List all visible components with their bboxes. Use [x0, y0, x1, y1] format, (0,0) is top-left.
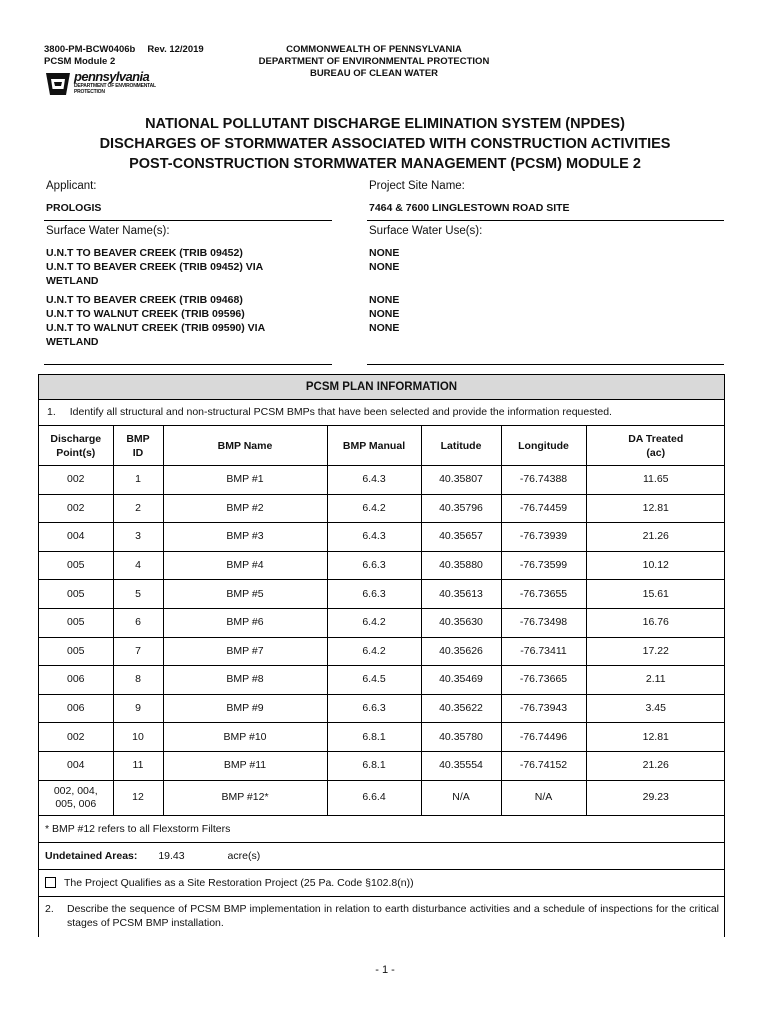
keystone-icon [44, 70, 72, 98]
site-name-underline [367, 220, 724, 221]
surface-use-item: NONE [369, 247, 400, 259]
latitude-cell[interactable]: 40.35630 [421, 608, 501, 637]
bmp-name-cell[interactable]: BMP #7 [163, 637, 327, 666]
document-title [0, 114, 770, 174]
surface-water-item: U.N.T TO BEAVER CREEK (TRIB 09452) VIA [46, 261, 264, 273]
bmp-name-cell[interactable]: BMP #11 [163, 751, 327, 780]
surface-water-item: U.N.T TO WALNUT CREEK (TRIB 09590) VIA [46, 322, 266, 334]
table-row [39, 637, 725, 666]
question-1-number: 1. [47, 406, 56, 418]
bmp-name-cell[interactable]: BMP #4 [163, 551, 327, 580]
site-restoration-checkbox[interactable] [45, 877, 56, 888]
surface-water-item: U.N.T TO BEAVER CREEK (TRIB 09468) [46, 294, 243, 306]
bmp-id-cell[interactable]: 6 [113, 608, 163, 637]
bmp-manual-cell[interactable]: 6.6.3 [327, 551, 421, 580]
title-line-1: NATIONAL POLLUTANT DISCHARGE ELIMINATION SYSTEM (NPDES) [145, 116, 625, 132]
table-row [39, 466, 725, 495]
latitude-cell[interactable]: 40.35796 [421, 494, 501, 523]
da-treated-cell[interactable]: 2.11 [586, 666, 725, 695]
form-module: PCSM Module 2 [44, 56, 116, 67]
surface-water-list[interactable] [46, 246, 331, 349]
surface-water-item: U.N.T TO WALNUT CREEK (TRIB 09596) [46, 308, 245, 320]
bmp-id-cell[interactable]: 4 [113, 551, 163, 580]
col-longitude: Longitude [501, 426, 586, 466]
table-row [39, 551, 725, 580]
da-treated-cell[interactable]: 29.23 [586, 780, 725, 815]
question-1-text: Identify all structural and non-structural PCSM BMPs that have been selected and provide the information requested. [69, 406, 612, 418]
applicant-label: Applicant: [46, 180, 97, 192]
discharge-point-cell[interactable]: 002, 004, 005, 006 [39, 780, 113, 815]
site-restoration-label: The Project Qualifies as a Site Restoration Project (25 Pa. Code §102.8(n)) [64, 877, 414, 889]
col-bmp-name: BMP Name [163, 426, 327, 466]
pa-dep-logo [44, 70, 156, 98]
da-treated-cell[interactable]: 10.12 [586, 551, 725, 580]
surface-use-item [369, 335, 669, 349]
discharge-point-cell[interactable]: 006 [39, 694, 113, 723]
bmp-name-cell[interactable]: BMP #1 [163, 466, 327, 495]
latitude-cell[interactable]: 40.35626 [421, 637, 501, 666]
bmp-name-cell[interactable]: BMP #8 [163, 666, 327, 695]
bmp-name-cell[interactable]: BMP #3 [163, 523, 327, 552]
bmp-manual-cell[interactable]: 6.4.3 [327, 466, 421, 495]
da-treated-cell[interactable]: 15.61 [586, 580, 725, 609]
bmp-manual-cell[interactable]: 6.6.3 [327, 694, 421, 723]
bmp-id-cell[interactable]: 8 [113, 666, 163, 695]
discharge-point-cell[interactable]: 005 [39, 580, 113, 609]
longitude-cell[interactable]: -76.73943 [501, 694, 586, 723]
da-treated-cell[interactable]: 3.45 [586, 694, 725, 723]
question-2 [45, 902, 719, 930]
table-row [39, 608, 725, 637]
logo-subtitle-1: DEPARTMENT OF ENVIRONMENTAL [74, 83, 156, 89]
discharge-point-cell[interactable]: 005 [39, 608, 113, 637]
site-name-value[interactable]: 7464 & 7600 LINGLESTOWN ROAD SITE [369, 202, 570, 214]
bmp-id-cell[interactable]: 2 [113, 494, 163, 523]
undetained-label: Undetained Areas: [45, 850, 138, 862]
surface-use-item [369, 274, 669, 288]
undetained-value[interactable]: 19.43 [158, 850, 185, 862]
surface-use-label: Surface Water Use(s): [369, 225, 483, 237]
da-treated-cell[interactable]: 11.65 [586, 466, 725, 495]
table-row [39, 494, 725, 523]
undetained-unit: acre(s) [227, 850, 261, 862]
question-1 [39, 400, 724, 425]
longitude-cell[interactable]: -76.73665 [501, 666, 586, 695]
col-bmp-id: BMP ID [113, 426, 163, 466]
bmp-manual-cell[interactable]: 6.8.1 [327, 751, 421, 780]
bmp-table [39, 425, 725, 816]
da-treated-cell[interactable]: 12.81 [586, 494, 725, 523]
bmp-manual-cell[interactable]: 6.4.2 [327, 608, 421, 637]
site-name-label: Project Site Name: [369, 180, 465, 192]
bmp-manual-cell[interactable]: 6.4.2 [327, 494, 421, 523]
question-2-number: 2. [45, 903, 54, 915]
discharge-point-cell[interactable]: 004 [39, 523, 113, 552]
da-treated-cell[interactable]: 12.81 [586, 723, 725, 752]
bmp-id-cell[interactable]: 9 [113, 694, 163, 723]
bmp-manual-cell[interactable]: 6.4.3 [327, 523, 421, 552]
latitude-cell[interactable]: 40.35622 [421, 694, 501, 723]
longitude-cell[interactable]: -76.74459 [501, 494, 586, 523]
da-treated-cell[interactable]: 16.76 [586, 608, 725, 637]
discharge-point-cell[interactable]: 002 [39, 723, 113, 752]
table-row [39, 751, 725, 780]
latitude-cell[interactable]: 40.35657 [421, 523, 501, 552]
da-treated-cell[interactable]: 21.26 [586, 523, 725, 552]
longitude-cell[interactable]: -76.73411 [501, 637, 586, 666]
latitude-cell[interactable]: 40.35554 [421, 751, 501, 780]
logo-subtitle-2: PROTECTION [74, 89, 105, 95]
footnote: * BMP #12 refers to all Flexstorm Filters [39, 816, 725, 843]
form-number: 3800-PM-BCW0406b [44, 44, 136, 55]
latitude-cell[interactable]: 40.35807 [421, 466, 501, 495]
surface-use-item: NONE [369, 322, 400, 334]
table-row [39, 523, 725, 552]
bmp-id-cell[interactable]: 10 [113, 723, 163, 752]
bmp-name-cell[interactable]: BMP #2 [163, 494, 327, 523]
longitude-cell[interactable]: -76.73599 [501, 551, 586, 580]
agency-line-2: DEPARTMENT OF ENVIRONMENTAL PROTECTION [258, 56, 490, 67]
bmp-manual-cell[interactable]: 6.4.2 [327, 637, 421, 666]
surface-use-item: NONE [369, 308, 400, 320]
title-line-3: POST-CONSTRUCTION STORMWATER MANAGEMENT (PCSM) MODULE 2 [129, 156, 641, 172]
discharge-point-cell[interactable]: 002 [39, 466, 113, 495]
discharge-point-cell[interactable]: 005 [39, 637, 113, 666]
bmp-name-cell[interactable]: BMP #9 [163, 694, 327, 723]
longitude-cell[interactable]: -76.73498 [501, 608, 586, 637]
section-heading: PCSM PLAN INFORMATION [39, 375, 724, 400]
bmp-id-cell[interactable]: 3 [113, 523, 163, 552]
bmp-name-cell[interactable]: BMP #5 [163, 580, 327, 609]
discharge-point-cell[interactable]: 006 [39, 666, 113, 695]
discharge-point-cell[interactable]: 002 [39, 494, 113, 523]
bmp-manual-cell[interactable]: 6.8.1 [327, 723, 421, 752]
bmp-name-cell[interactable]: BMP #6 [163, 608, 327, 637]
longitude-cell[interactable]: -76.74496 [501, 723, 586, 752]
applicant-underline [44, 220, 332, 221]
bmp-id-cell[interactable]: 11 [113, 751, 163, 780]
form-revision: Rev. 12/2019 [147, 44, 204, 55]
bmp-id-cell[interactable]: 5 [113, 580, 163, 609]
col-da-treated: DA Treated (ac) [586, 426, 725, 466]
table-row [39, 694, 725, 723]
surface-use-item: NONE [369, 294, 400, 306]
longitude-cell[interactable]: -76.73939 [501, 523, 586, 552]
da-treated-cell[interactable]: 17.22 [586, 637, 725, 666]
bmp-name-cell[interactable]: BMP #12* [163, 780, 327, 815]
applicant-value[interactable]: PROLOGIS [46, 202, 102, 214]
site-restoration-row[interactable] [39, 870, 725, 897]
longitude-cell[interactable]: -76.74388 [501, 466, 586, 495]
bmp-manual-cell[interactable]: 6.6.3 [327, 580, 421, 609]
table-row [39, 780, 725, 815]
bmp-id-cell[interactable]: 7 [113, 637, 163, 666]
discharge-point-cell[interactable]: 004 [39, 751, 113, 780]
latitude-cell[interactable]: 40.35780 [421, 723, 501, 752]
da-treated-cell[interactable]: 21.26 [586, 751, 725, 780]
logo-wordmark: pennsylvania [74, 69, 150, 84]
title-line-2: DISCHARGES OF STORMWATER ASSOCIATED WITH CONSTRUCTION ACTIVITIES [99, 136, 671, 152]
surface-use-underline [367, 364, 724, 365]
form-header [44, 44, 734, 104]
pcsm-plan-section [38, 374, 725, 937]
surface-water-underline [44, 364, 332, 365]
bmp-name-cell[interactable]: BMP #10 [163, 723, 327, 752]
latitude-cell[interactable]: N/A [421, 780, 501, 815]
bmp-manual-cell[interactable]: 6.4.5 [327, 666, 421, 695]
bmp-manual-cell[interactable]: 6.6.4 [327, 780, 421, 815]
question-2-text: Describe the sequence of PCSM BMP implementation in relation to earth disturbance activities and a schedule of inspections for the critical stages of PCSM BMP installation. [67, 903, 719, 929]
bmp-id-cell[interactable]: 1 [113, 466, 163, 495]
surface-use-list[interactable] [369, 246, 669, 349]
table-row [39, 723, 725, 752]
table-row [39, 580, 725, 609]
surface-water-item: WETLAND [46, 275, 99, 287]
agency-block [249, 44, 499, 80]
longitude-cell[interactable]: N/A [501, 780, 586, 815]
discharge-point-cell[interactable]: 005 [39, 551, 113, 580]
surface-use-item: NONE [369, 261, 400, 273]
latitude-cell[interactable]: 40.35613 [421, 580, 501, 609]
form-identifier [44, 44, 204, 68]
longitude-cell[interactable]: -76.74152 [501, 751, 586, 780]
agency-line-1: COMMONWEALTH OF PENNSYLVANIA [286, 44, 462, 55]
table-row [39, 666, 725, 695]
page-number: - 1 - [375, 964, 395, 976]
table-header-row [39, 426, 725, 466]
col-discharge-point: Discharge Point(s) [39, 426, 113, 466]
col-latitude: Latitude [421, 426, 501, 466]
agency-line-3: BUREAU OF CLEAN WATER [309, 68, 439, 79]
latitude-cell[interactable]: 40.35880 [421, 551, 501, 580]
latitude-cell[interactable]: 40.35469 [421, 666, 501, 695]
bmp-id-cell[interactable]: 12 [113, 780, 163, 815]
col-bmp-manual: BMP Manual [327, 426, 421, 466]
undetained-areas-row [39, 843, 725, 870]
longitude-cell[interactable]: -76.73655 [501, 580, 586, 609]
surface-water-item: WETLAND [46, 336, 99, 348]
surface-water-label: Surface Water Name(s): [46, 225, 170, 237]
surface-water-item: U.N.T TO BEAVER CREEK (TRIB 09452) [46, 247, 243, 259]
